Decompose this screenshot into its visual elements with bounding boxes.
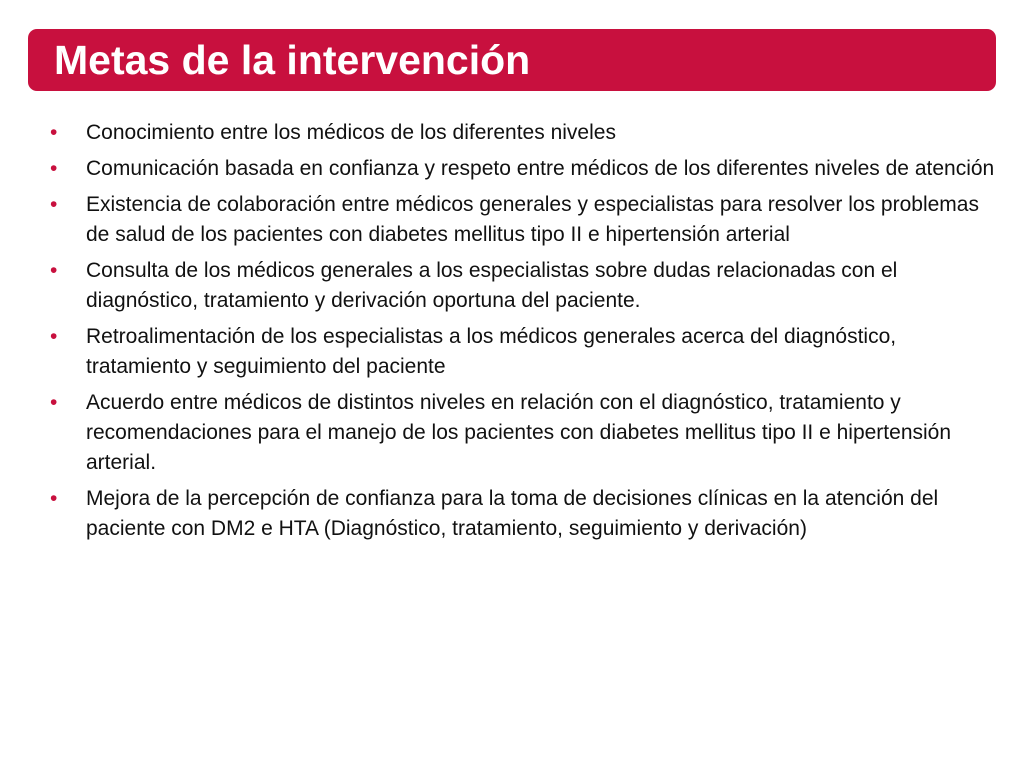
- bullet-icon: •: [50, 121, 58, 144]
- bullet-text: Retroalimentación de los especialistas a los médicos generales acerca del diagnóstico, tratamiento y seguimiento del paciente: [86, 325, 897, 378]
- bullet-text: Mejora de la percepción de confianza para la toma de decisiones clínicas en la atención del paciente con DM2 e HTA (Diagnóstico, tratamiento, seguimiento y derivación): [86, 487, 939, 540]
- bullet-text: Existencia de colaboración entre médicos generales y especialistas para resolver los problemas de salud de los pacientes con diabetes mellitus tipo II e hipertensión arterial: [86, 193, 979, 246]
- bullet-text: Acuerdo entre médicos de distintos niveles en relación con el diagnóstico, tratamiento y recomendaciones para el manejo de los pacientes con diabetes mellitus tipo II e hipertensión arterial.: [86, 391, 952, 474]
- bullet-item: [50, 118, 1000, 148]
- bullet-icon: •: [50, 487, 58, 510]
- bullet-text: Comunicación basada en confianza y respeto entre médicos de los diferentes niveles de atención: [86, 157, 995, 180]
- bullet-icon: •: [50, 157, 58, 180]
- bullet-item: [50, 388, 1000, 478]
- bullet-icon: •: [50, 391, 58, 414]
- bullet-item: [50, 322, 1000, 382]
- bullet-item: [50, 154, 1000, 184]
- bullet-icon: •: [50, 193, 58, 216]
- slide-title: Metas de la intervención: [54, 36, 531, 83]
- bullet-list: [50, 118, 1000, 550]
- bullet-text: Conocimiento entre los médicos de los diferentes niveles: [86, 121, 616, 144]
- bullet-item: [50, 256, 1000, 316]
- title-bar: [28, 29, 996, 91]
- bullet-icon: •: [50, 325, 58, 348]
- bullet-item: [50, 484, 1000, 544]
- bullet-icon: •: [50, 259, 58, 282]
- bullet-text: Consulta de los médicos generales a los especialistas sobre dudas relacionadas con el diagnóstico, tratamiento y derivación oportuna del paciente.: [86, 259, 898, 312]
- bullet-item: [50, 190, 1000, 250]
